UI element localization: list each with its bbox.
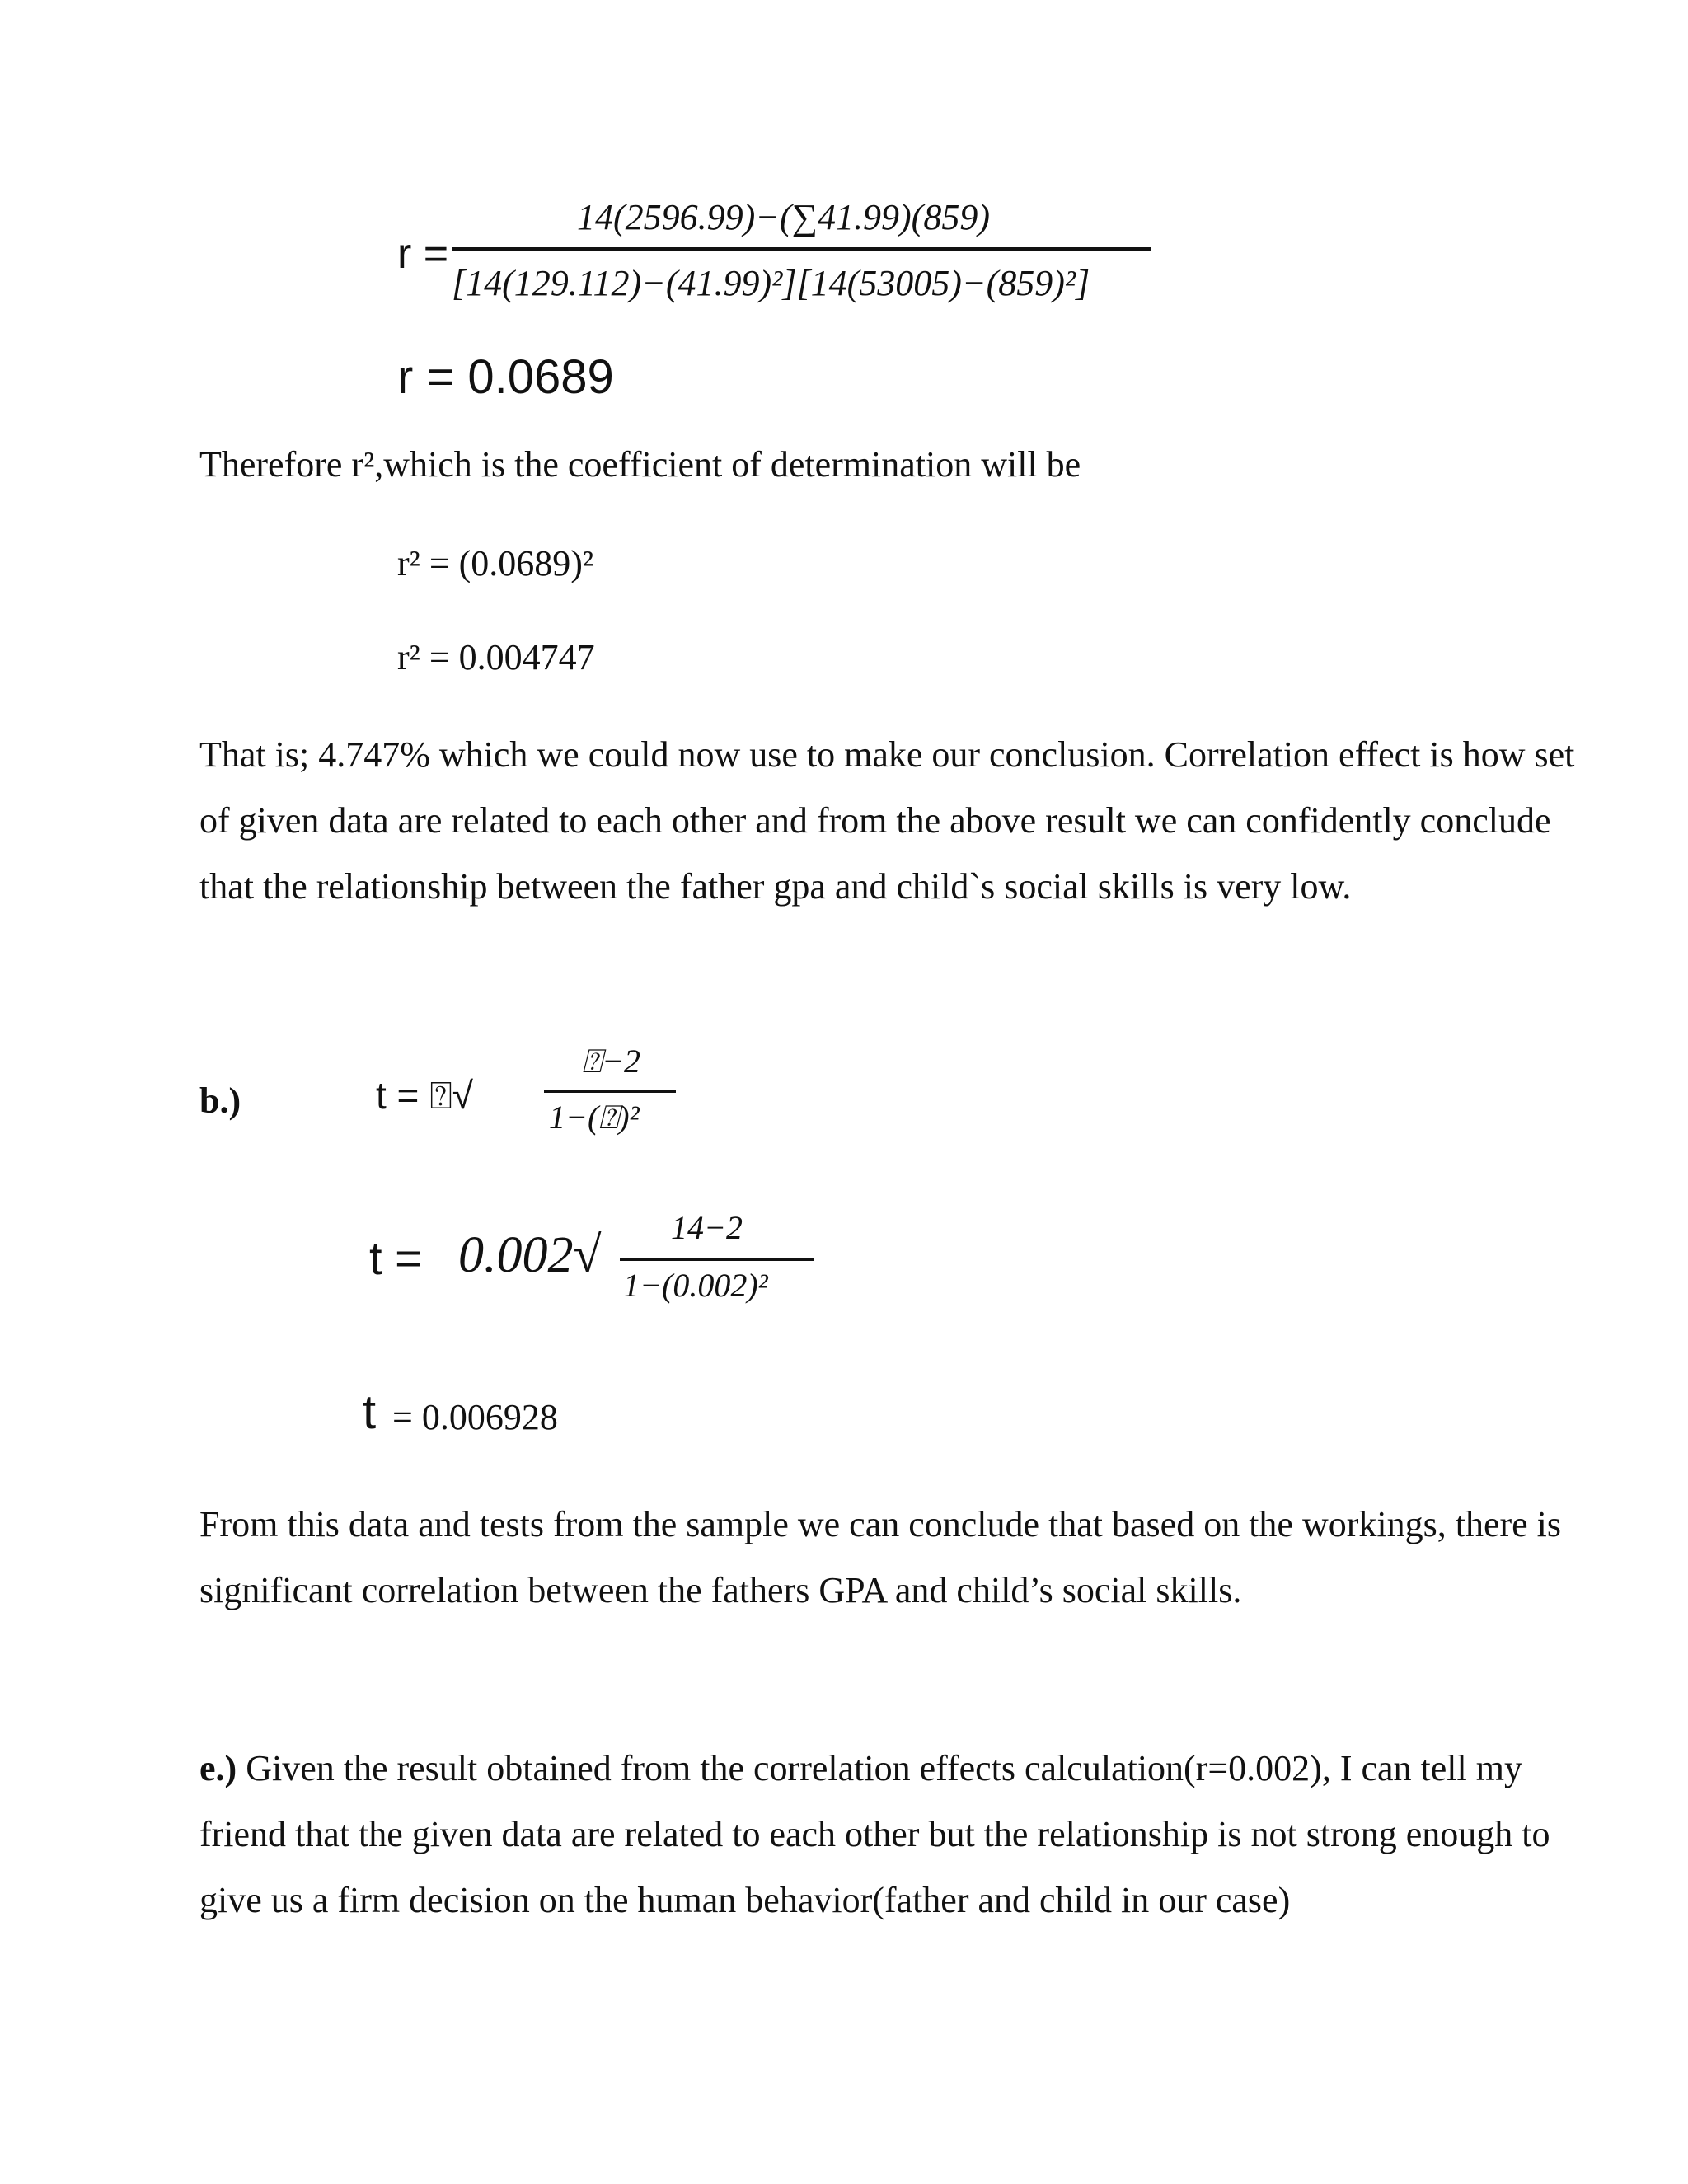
determination-intro: Therefore r²,which is the coefficient of determination will be [199,444,1081,485]
conclusion-b-paragraph [199,1492,1688,1624]
r-formula-denominator: [14(129.112)−(41.99)²][14(53005)−(859)²] [452,263,1090,303]
section-b-label: b.) [199,1080,241,1121]
conclusion-a-line3: that the relationship between the father gpa and child`s social skills is very low. [199,866,1352,907]
t-sub-numerator: 14−2 [671,1209,743,1246]
section-e-line1-text: Given the result obtained from the correlation effects calculation(r=0.002), I can tell my [237,1748,1522,1788]
r-result: r = 0.0689 [397,350,614,404]
t-generic-fraction-bar [544,1090,676,1093]
t-final-value: = 0.006928 [392,1397,558,1437]
t-generic-denominator: 1−(⍰)² [549,1099,640,1136]
section-e-line2: friend that the given data are related to each other but the relationship is not strong enough to [199,1814,1550,1854]
t-sub-lhs: t = [369,1232,422,1284]
t-final-symbol: t [363,1385,377,1439]
section-e-label: e.) [199,1748,237,1788]
conclusion-a-line1: That is; 4.747% which we could now use to make our conclusion. Correlation effect is how set [199,734,1575,775]
t-sub-fraction-bar [620,1258,814,1261]
r-formula-label: r = [397,230,449,278]
conclusion-a-line2: of given data are related to each other and from the above result we can confidently conclude [199,800,1551,841]
t-sub-coefficient: 0.002√ [458,1227,602,1283]
section-e-line3: give us a firm decision on the human behavior(father and child in our case) [199,1880,1291,1920]
conclusion-b-line2: significant correlation between the fathers GPA and child’s social skills. [199,1570,1242,1610]
conclusion-b-line1: From this data and tests from the sample we can conclude that based on the workings, there is [199,1504,1562,1544]
t-generic-numerator: ⍰−2 [582,1043,640,1080]
r-formula-numerator: 14(2596.99)−(∑41.99)(859) [577,197,990,237]
t-generic-lhs: t = ⍰√ [376,1074,474,1117]
r-formula-fraction-bar [452,247,1151,251]
section-e-paragraph [199,1736,1688,1933]
section-e-line1 [199,1736,1688,1802]
determination-eq1: r² = (0.0689)² [397,543,594,583]
t-sub-denominator: 1−(0.002)² [623,1267,768,1304]
determination-eq2: r² = 0.004747 [397,637,595,677]
conclusion-a-paragraph [199,722,1688,920]
